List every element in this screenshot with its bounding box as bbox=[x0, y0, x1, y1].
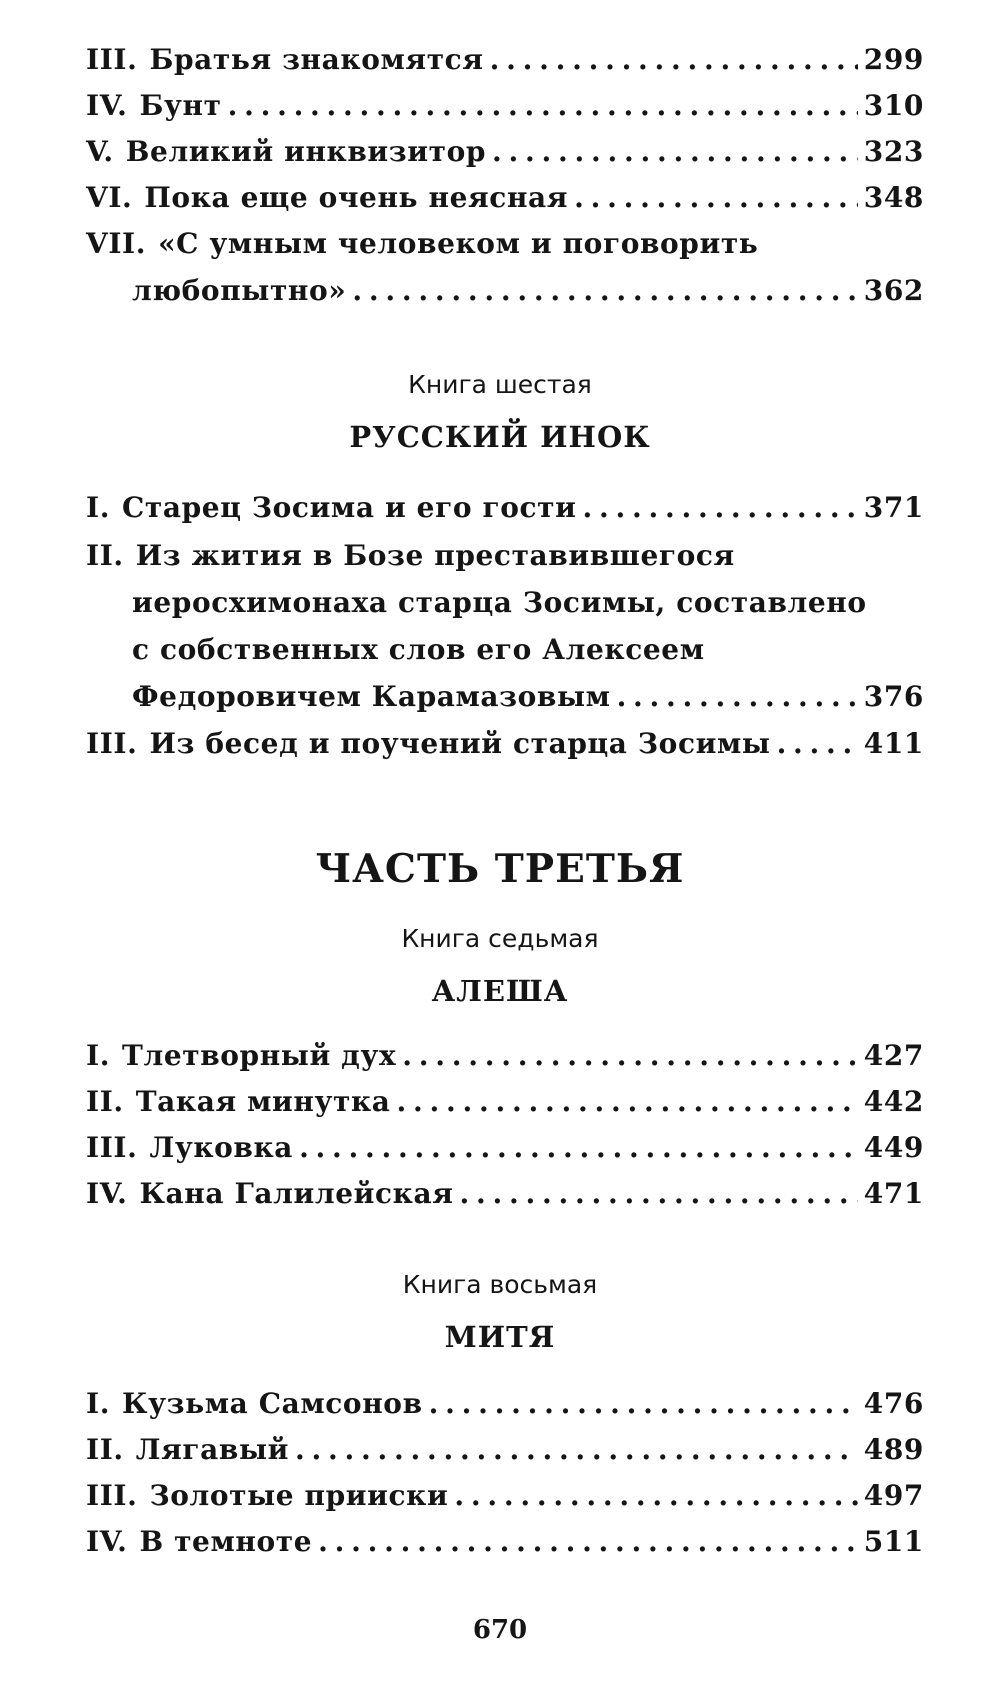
toc-entry bbox=[86, 1518, 924, 1565]
chapter-title: Тлетворный дух bbox=[122, 1039, 397, 1072]
page-number: 449 bbox=[863, 1131, 924, 1164]
part-title: ЧАСТЬ ТРЕТЬЯ bbox=[315, 846, 685, 892]
toc-entry bbox=[86, 174, 924, 221]
dot-leader bbox=[490, 36, 858, 83]
dot-leader bbox=[397, 1078, 858, 1125]
toc-entry bbox=[86, 82, 924, 129]
toc-entry bbox=[86, 1426, 924, 1473]
chapter-title: В темноте bbox=[139, 1525, 313, 1558]
chapter-number: VII. bbox=[86, 227, 147, 260]
dot-leader bbox=[295, 1426, 858, 1473]
page-number: 323 bbox=[863, 135, 924, 168]
chapter-title-continuation: Федоровичем Карамазовым bbox=[132, 680, 611, 713]
toc-entry bbox=[86, 484, 924, 531]
chapter-title-continuation: любопытно» bbox=[132, 274, 347, 307]
book-title: АЛЕША bbox=[431, 974, 569, 1008]
page-number: 489 bbox=[863, 1433, 924, 1466]
book-label: Книга седьмая bbox=[401, 924, 599, 953]
chapter-title: «С умным человеком и поговорить bbox=[158, 227, 759, 260]
chapter-title: Бунт bbox=[139, 89, 222, 122]
dot-leader bbox=[617, 673, 858, 720]
chapter-title: Такая минутка bbox=[135, 1085, 391, 1118]
chapter-number: II. bbox=[86, 1085, 124, 1118]
chapter-title: Братья знакомятся bbox=[149, 43, 484, 76]
page-number: 497 bbox=[863, 1479, 924, 1512]
dot-leader bbox=[492, 128, 858, 175]
dot-leader bbox=[402, 1032, 857, 1079]
toc-entry bbox=[86, 1380, 924, 1427]
chapter-title: Кузьма Самсонов bbox=[122, 1387, 423, 1420]
chapter-title: Лягавый bbox=[135, 1433, 289, 1466]
chapter-title-continuation: с собственных слов его Алексеем bbox=[132, 633, 705, 666]
chapter-title-continuation: иеросхимонаха старца Зосимы, составлено bbox=[132, 586, 867, 619]
chapter-title: Из жития в Бозе преставившегося bbox=[135, 539, 735, 572]
toc-entry bbox=[86, 1170, 924, 1217]
chapter-number: III. bbox=[86, 1479, 138, 1512]
toc-entry bbox=[86, 1472, 924, 1519]
dot-leader bbox=[777, 720, 858, 767]
chapter-title: Кана Галилейская bbox=[139, 1177, 454, 1210]
chapter-number: III. bbox=[86, 43, 138, 76]
dot-leader bbox=[574, 174, 858, 221]
page-number: 511 bbox=[863, 1525, 924, 1558]
chapter-number: VI. bbox=[86, 181, 133, 214]
chapter-number: I. bbox=[86, 491, 111, 524]
page-number: 471 bbox=[863, 1177, 924, 1210]
toc-entry bbox=[86, 532, 924, 720]
book-title: МИТЯ bbox=[444, 1320, 556, 1354]
page-number: 411 bbox=[863, 727, 924, 760]
page-number: 442 bbox=[863, 1085, 924, 1118]
page-number: 371 bbox=[863, 491, 924, 524]
dot-leader bbox=[352, 267, 857, 314]
page-number: 476 bbox=[863, 1387, 924, 1420]
chapter-title: Пока еще очень неясная bbox=[144, 181, 569, 214]
chapter-number: I. bbox=[86, 1387, 111, 1420]
chapter-number: III. bbox=[86, 1131, 138, 1164]
book-label: Книга восьмая bbox=[402, 1270, 598, 1299]
toc-entry bbox=[86, 1032, 924, 1079]
dot-leader bbox=[454, 1472, 857, 1519]
toc-entry bbox=[86, 220, 924, 314]
chapter-number: IV. bbox=[86, 1525, 128, 1558]
toc-entry bbox=[86, 128, 924, 175]
toc-entry bbox=[86, 720, 924, 767]
chapter-number: V. bbox=[86, 135, 114, 168]
dot-leader bbox=[299, 1124, 858, 1171]
dot-leader bbox=[318, 1518, 858, 1565]
chapter-number: IV. bbox=[86, 1177, 128, 1210]
dot-leader bbox=[582, 484, 857, 531]
chapter-number: II. bbox=[86, 539, 124, 572]
chapter-number: II. bbox=[86, 1433, 124, 1466]
book-title: РУССКИЙ ИНОК bbox=[349, 420, 651, 454]
toc-entry bbox=[86, 36, 924, 83]
chapter-number: I. bbox=[86, 1039, 111, 1072]
chapter-number: IV. bbox=[86, 89, 128, 122]
chapter-title: Из бесед и поучений старца Зосимы bbox=[149, 727, 771, 760]
chapter-title: Великий инквизитор bbox=[125, 135, 487, 168]
book-label: Книга шестая bbox=[408, 370, 592, 399]
page-number: 376 bbox=[863, 680, 924, 713]
chapter-number: III. bbox=[86, 727, 138, 760]
dot-leader bbox=[460, 1170, 858, 1217]
dot-leader bbox=[429, 1380, 858, 1427]
page-number: 427 bbox=[863, 1039, 924, 1072]
dot-leader bbox=[228, 82, 858, 129]
chapter-title: Золотые прииски bbox=[149, 1479, 449, 1512]
page-number: 310 bbox=[863, 89, 924, 122]
chapter-title: Старец Зосима и его гости bbox=[122, 491, 577, 524]
page-number: 299 bbox=[863, 43, 924, 76]
chapter-title: Луковка bbox=[149, 1131, 294, 1164]
page-folio: 670 bbox=[472, 1615, 528, 1645]
page-number: 348 bbox=[863, 181, 924, 214]
toc-entry bbox=[86, 1124, 924, 1171]
page-number: 362 bbox=[863, 274, 924, 307]
toc-entry bbox=[86, 1078, 924, 1125]
